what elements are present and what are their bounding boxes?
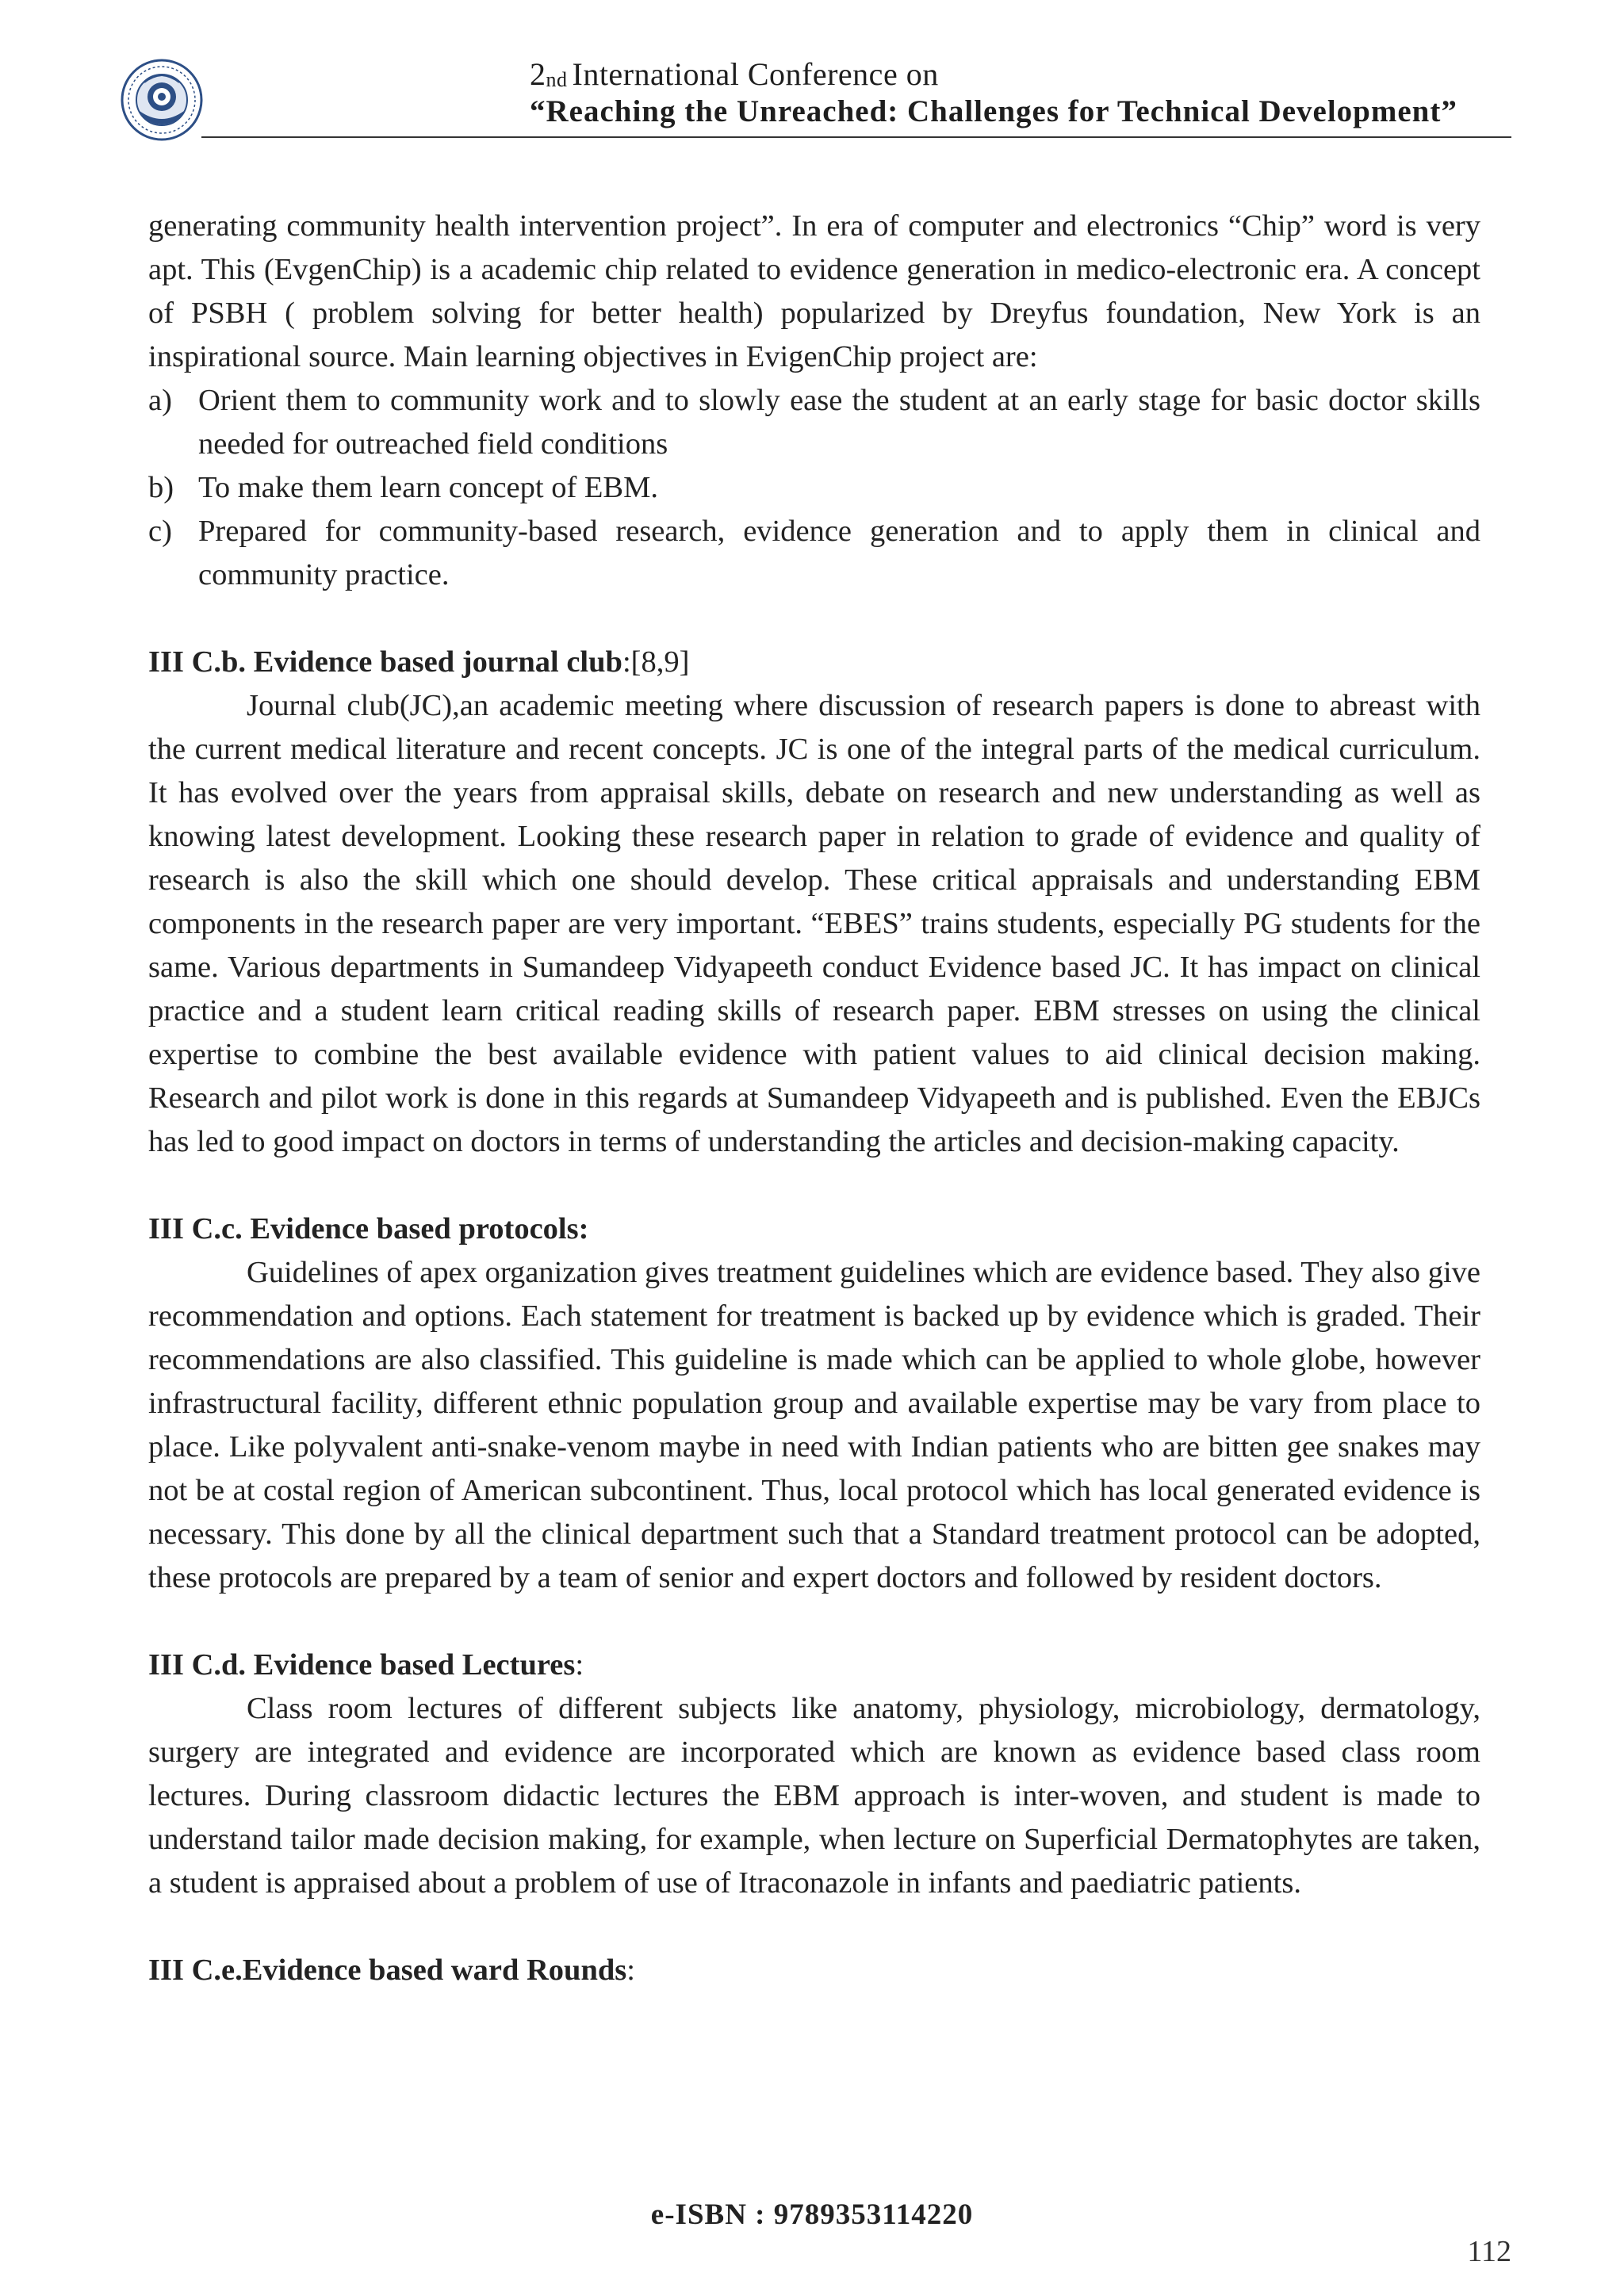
- list-item: [148, 510, 1480, 597]
- section-heading-title: III C.b. Evidence based journal club: [148, 645, 622, 679]
- section-heading-suffix: :[8,9]: [622, 645, 690, 679]
- objectives-list: [148, 379, 1480, 597]
- page-body: [148, 205, 1480, 1992]
- conference-theme: “Reaching the Unreached: Challenges for Technical Development”: [530, 94, 1457, 128]
- intro-paragraph: generating community health intervention project”. In era of computer and electronics “Chip” word is very apt. This (EvgenChip) is a academic chip related to evidence generation in medico-electronic era. A concept of PSBH ( problem solving for better health) popularized by Dreyfus foundation, New York is an inspirational source. Main learning objectives in EvigenChip project are:: [148, 209, 1480, 373]
- section-heading-title: III C.d. Evidence based Lectures: [148, 1648, 576, 1682]
- list-item: [148, 466, 1480, 510]
- section-body-journal-club: Journal club(JC),an academic meeting where discussion of research papers is done to abreast with the current medical literature and recent concepts. JC is one of the integral parts of the medical curriculum. It has evolved over the years from appraisal skills, debate on research and new understanding as well as knowing latest development. Looking these research paper in relation to grade of evidence and quality of research is also the skill which one should develop. These critical appraisals and understanding EBM components in the research paper are very important. “EBES” trains students, especially PG students for the same. Various departments in Sumandeep Vidyapeeth conduct Evidence based JC. It has impact on clinical practice and a student learn critical reading skills of research paper. EBM stresses on using the clinical expertise to combine the best available evidence with patient values to aid clinical decision making. Research and pilot work is done in this regards at Sumandeep Vidyapeeth and is published. Even the EBJCs has led to good impact on doctors in terms of understanding the articles and decision-making capacity.: [148, 689, 1480, 1158]
- conference-seal-logo-icon: [121, 59, 203, 141]
- footer-isbn: e-ISBN : 9789353114220: [650, 2198, 974, 2231]
- section-heading-suffix: :: [575, 1648, 584, 1682]
- section-heading-title: III C.e.Evidence based ward Rounds: [148, 1954, 627, 1987]
- section-heading-protocols: [148, 1207, 1480, 1251]
- section-heading-title: III C.c. Evidence based protocols:: [148, 1212, 589, 1246]
- list-item-text: Prepared for community-based research, evidence generation and to apply them in clinical and community practice.: [198, 515, 1480, 591]
- section-body-protocols: Guidelines of apex organization gives treatment guidelines which are evidence based. They also give recommendation and options. Each statement for treatment is backed up by evidence which is graded. Their recommendations are also classified. This guideline is made which can be applied to whole globe, however infrastructural facility, different ethnic population group and available expertise may be vary from place to place. Like polyvalent anti-snake-venom maybe in need with Indian patients who are bitten gee snakes may not be at costal region of American subcontinent. Thus, local protocol which has local generated evidence is necessary. This done by all the clinical department such that a Standard treatment protocol can be adopted, these protocols are prepared by a team of senior and expert doctors and followed by resident doctors.: [148, 1256, 1480, 1594]
- conference-ordinal-number: 2: [530, 56, 546, 92]
- conference-title-text: International Conference on: [572, 56, 939, 92]
- section-body-lectures: Class room lectures of different subjects like anatomy, physiology, microbiology, dermatology, surgery are integrated and evidence are incorporated which are known as evidence based class room lectures. During classroom didactic lectures the EBM approach is inter-woven, and student is made to understand tailor made decision making, for example, when lecture on Superficial Dermatophytes are taken, a student is appraised about a problem of use of Itraconazole in infants and paediatric patients.: [148, 1692, 1480, 1900]
- list-marker: c): [148, 515, 172, 548]
- section-heading-ward-rounds: [148, 1949, 1480, 1992]
- header-divider: [201, 136, 1511, 138]
- conference-title: [530, 55, 939, 93]
- list-item-text: To make them learn concept of EBM.: [198, 471, 658, 504]
- list-item-text: Orient them to community work and to slowly ease the student at an early stage for basic doctor skills needed for outreached field conditions: [198, 384, 1480, 461]
- list-marker: b): [148, 471, 174, 504]
- section-heading-suffix: :: [626, 1954, 635, 1987]
- section-heading-journal-club: [148, 641, 1480, 684]
- list-item: [148, 379, 1480, 466]
- conference-ordinal-suffix: nd: [546, 68, 568, 91]
- page-header: [0, 0, 1624, 143]
- page-number: 112: [1467, 2235, 1511, 2268]
- section-heading-lectures: [148, 1644, 1480, 1687]
- list-marker: a): [148, 384, 172, 417]
